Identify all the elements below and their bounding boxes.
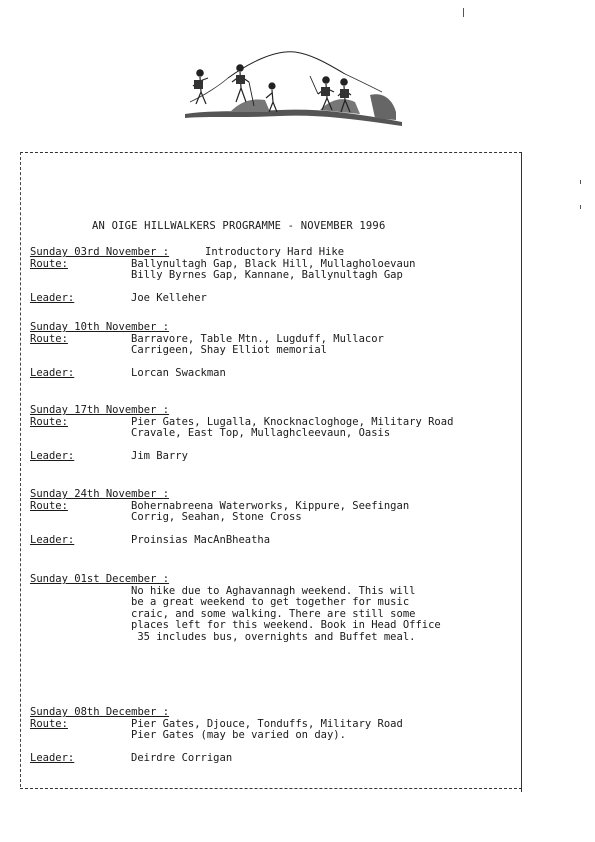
route-label: Route: bbox=[30, 415, 68, 428]
event-date: Sunday 03rd November : bbox=[30, 246, 170, 258]
leader-name: Deirdre Corrigan bbox=[131, 752, 233, 764]
leader-label: Leader: bbox=[30, 450, 75, 462]
hillwalkers-logo bbox=[170, 40, 410, 132]
frame-bottom-border bbox=[20, 788, 522, 789]
leader-name: Proinsias MacAnBheatha bbox=[131, 534, 271, 546]
event-date: Sunday 08th December : bbox=[30, 706, 170, 718]
scan-mark bbox=[463, 8, 464, 17]
route-text: Pier Gates, Djouce, Tonduffs, Military Road bbox=[131, 717, 403, 730]
route-text: Corrig, Seahan, Stone Cross bbox=[131, 511, 302, 523]
route-text: Ballynultagh Gap, Black Hill, Mullagholoevaun bbox=[131, 257, 416, 270]
leader-label: Leader: bbox=[30, 292, 75, 304]
route-text: Pier Gates (may be varied on day). bbox=[131, 729, 346, 741]
scan-mark bbox=[580, 180, 581, 184]
programme-title: AN OIGE HILLWALKERS PROGRAMME - NOVEMBER 1996 bbox=[92, 220, 386, 232]
route-text: Pier Gates, Lugalla, Knocknacloghoge, Military Road bbox=[131, 415, 454, 428]
frame-right-border bbox=[521, 152, 522, 792]
route-text: Barravore, Table Mtn., Lugduff, Mullacor bbox=[131, 332, 384, 345]
event-note: Introductory Hard Hike bbox=[205, 246, 345, 258]
leader-label: Leader: bbox=[30, 752, 75, 764]
frame-left-border bbox=[20, 152, 21, 787]
scan-mark bbox=[580, 205, 581, 209]
event-date: Sunday 24th November : bbox=[30, 488, 170, 500]
route-label: Route: bbox=[30, 717, 68, 730]
route-text: Carrigeen, Shay Elliot memorial bbox=[131, 344, 327, 356]
frame-top-border bbox=[20, 152, 522, 153]
leader-label: Leader: bbox=[30, 534, 75, 546]
leader-name: Joe Kelleher bbox=[131, 292, 207, 304]
route-text: Cravale, East Top, Mullaghcleevaun, Oasis bbox=[131, 427, 391, 439]
route-text: Bohernabreena Waterworks, Kippure, Seefingan bbox=[131, 499, 410, 512]
route-label: Route: bbox=[30, 332, 68, 345]
route-label: Route: bbox=[30, 499, 68, 512]
leader-name: Lorcan Swackman bbox=[131, 367, 226, 379]
leader-name: Jim Barry bbox=[131, 450, 188, 462]
event-date: Sunday 17th November : bbox=[30, 404, 170, 416]
route-text: Billy Byrnes Gap, Kannane, Ballynultagh Gap bbox=[131, 269, 403, 281]
route-label: Route: bbox=[30, 257, 68, 270]
event-date: Sunday 10th November : bbox=[30, 321, 170, 333]
leader-label: Leader: bbox=[30, 367, 75, 379]
event-date: Sunday 01st December : bbox=[30, 573, 170, 585]
